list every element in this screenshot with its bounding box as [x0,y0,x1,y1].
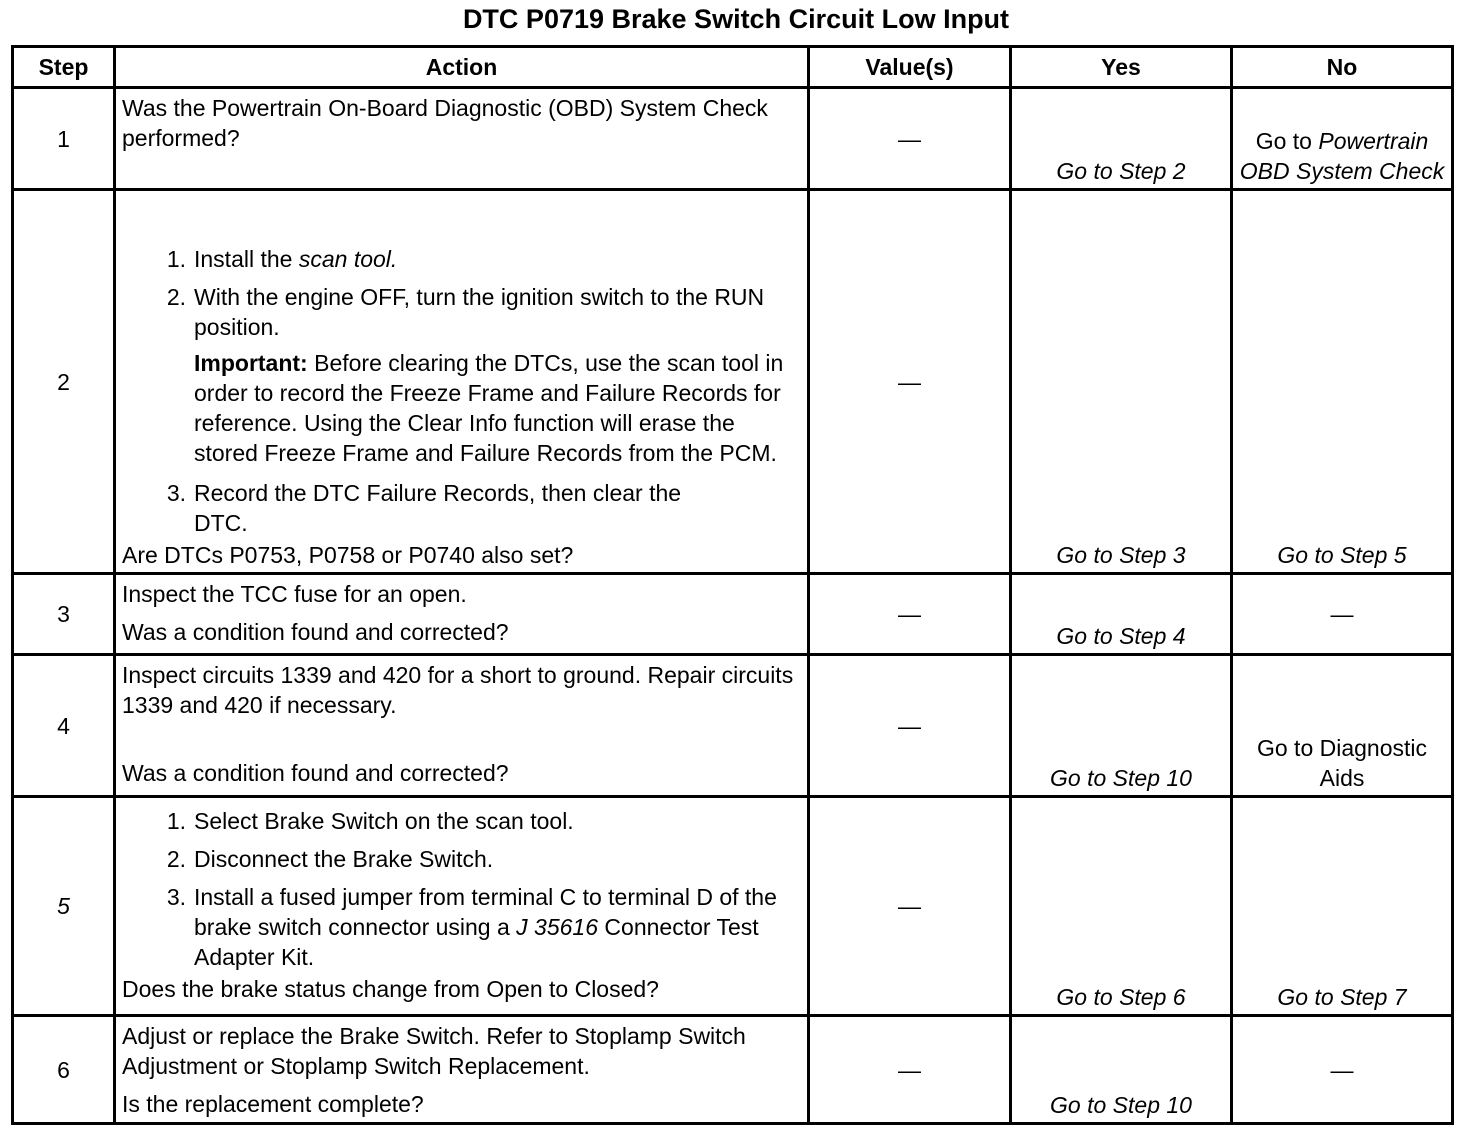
step-number: 3 [13,574,115,655]
diagnostic-table [11,45,1454,1125]
step-number: 4 [13,655,115,797]
header-yes: Yes [1011,47,1232,88]
list-number: 2. [166,846,186,872]
list-number: 2. [166,284,186,310]
list-text: Record the DTC Failure Records, then clear the DTC. [194,480,682,536]
list-text: Disconnect the Brake Switch. [194,846,494,872]
value-dash: — [898,893,921,919]
list-text: With the engine OFF, turn the ignition switch to the RUN position. [194,284,765,340]
list-text: Install a fused jumper from terminal C to terminal D of the brake switch connector using a [194,884,777,940]
step-number: 5 [13,797,115,1016]
action-text: Adjust or replace the Brake Switch. Refer to Stoplamp Switch Adjustment or Stoplamp Switch Replacement. [122,1023,746,1079]
table-header-row [13,47,1453,88]
action-text: Was the Powertrain On-Board Diagnostic (OBD) System Check performed? [122,95,768,151]
yes-cell: Go to Step 6 [1011,797,1232,1016]
procedure-list [122,806,801,972]
question-text: Does the brake status change from Open to Closed? [122,976,659,1002]
question-text: Is the replacement complete? [122,1091,424,1117]
header-action: Action [115,47,809,88]
no-cell: Go to Step 5 [1232,190,1453,574]
no-cell: Go to Diagnostic Aids [1232,655,1453,797]
table-row [13,797,1453,1016]
yes-cell: Go to Step 10 [1011,1016,1232,1124]
header-step: Step [13,47,115,88]
question-text: Was a condition found and corrected? [122,760,509,786]
action-cell [115,574,809,655]
tool-reference: scan tool. [298,246,398,272]
list-item [122,282,801,342]
table-row [13,655,1453,797]
no-cell: Go to Step 7 [1232,797,1453,1016]
question-text: Are DTCs P0753, P0758 or P0740 also set? [122,542,574,568]
important-label: Important: [194,350,308,376]
tool-reference: J 35616 [516,914,599,940]
value-cell [809,574,1011,655]
value-dash: — [898,125,921,152]
procedure-list [122,478,801,538]
procedure-list [122,244,801,342]
value-cell [809,1016,1011,1124]
table-row [13,574,1453,655]
page-title: DTC P0719 Brake Switch Circuit Low Input [462,4,1010,34]
table-row [13,1016,1453,1124]
value-dash: — [898,712,921,739]
important-text: Before clearing the DTCs, use the scan tool in order to record the Freeze Frame and Failure Records for reference. Using the Clear Info function will erase the stored Freeze Frame and Failure Records from the PCM. [194,350,784,466]
list-number: 1. [166,246,186,272]
value-dash: — [898,601,921,627]
yes-cell: Go to Step 10 [1011,655,1232,797]
list-item [122,244,801,274]
list-item [122,806,801,836]
question-text: Was a condition found and corrected? [122,619,509,645]
header-values: Value(s) [809,47,1011,88]
value-cell [809,655,1011,797]
action-cell [115,655,809,797]
action-cell [115,88,809,190]
step-number: 6 [13,1016,115,1124]
yes-cell: Go to Step 2 [1011,88,1232,190]
list-number: 3. [166,884,186,910]
yes-cell: Go to Step 3 [1011,190,1232,574]
list-text-suffix: Connector Test Adapter Kit. [194,914,759,970]
list-item [122,478,801,538]
list-item [122,844,801,874]
value-dash: — [898,1056,921,1083]
no-dash: — [1330,1056,1354,1083]
list-text: Install the [194,246,293,272]
no-reference: Powertrain OBD System Check [1239,128,1445,184]
no-cell [1232,574,1453,655]
yes-cell: Go to Step 4 [1011,574,1232,655]
list-number: 3. [166,480,186,506]
list-number: 1. [166,808,186,834]
no-dash: — [1330,601,1354,627]
action-text: Inspect circuits 1339 and 420 for a short to ground. Repair circuits 1339 and 420 if necessary. [122,662,794,718]
header-no: No [1232,47,1453,88]
step-number: 2 [13,190,115,574]
action-cell [115,1016,809,1124]
table-row [13,88,1453,190]
no-cell [1232,1016,1453,1124]
value-cell [809,797,1011,1016]
table-row [13,190,1453,574]
list-text: Select Brake Switch on the scan tool. [194,808,574,834]
value-cell [809,190,1011,574]
action-cell [115,190,809,574]
action-cell [115,797,809,1016]
important-note [186,348,801,468]
list-item [122,882,801,972]
step-number: 1 [13,88,115,190]
action-text: Inspect the TCC fuse for an open. [122,581,467,607]
no-cell [1232,88,1453,190]
no-prefix: Go to [1255,128,1312,154]
value-cell [809,88,1011,190]
value-dash: — [898,368,921,395]
